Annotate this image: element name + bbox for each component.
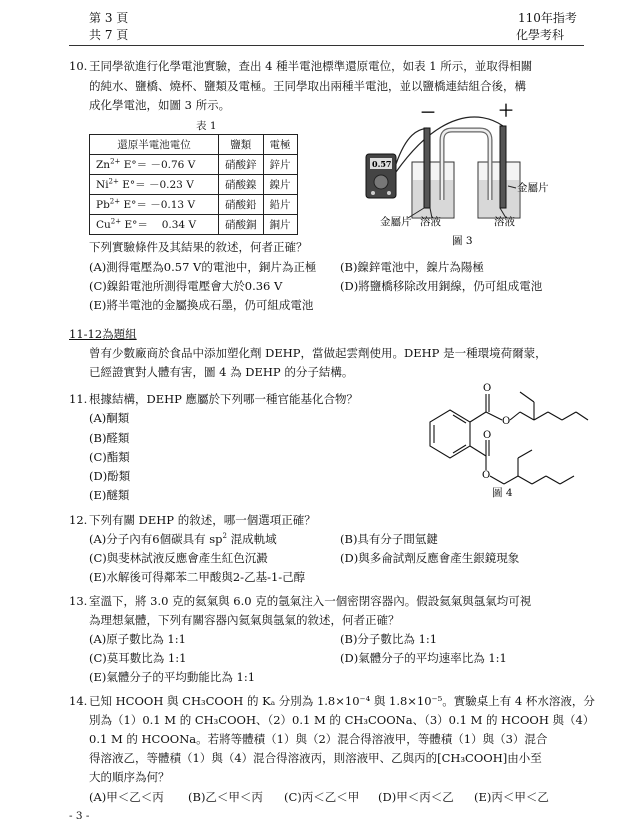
table-row — [90, 155, 298, 175]
page-footer-marker: - 3 - — [69, 810, 90, 822]
q10-option-e: (E)將半電池的金屬換成石墨，仍可組成電池 — [89, 298, 314, 312]
meter-reading: 0.57 — [372, 159, 392, 169]
header-rule — [69, 45, 584, 46]
q14-option-c: (C)丙＜乙＜甲 — [284, 790, 360, 804]
metal-label-right: 金屬片 — [517, 182, 549, 194]
q14-line-5: 大的順序為何？ — [89, 770, 170, 784]
potential-cell: $Cu^{2+}$ E°＝ 0.34 V — [90, 215, 219, 235]
q14-line-1: 已知 HCOOH 與 CH₃COOH 的 Kₐ 分別為 1.8×10⁻⁴ 與 1.8×10⁻⁵。實驗桌上有 4 杯水溶液，分 — [89, 694, 595, 708]
q13-option-d: (D)氣體分子的平均速率比為 1:1 — [340, 651, 507, 665]
left-beaker — [412, 128, 454, 218]
q12-option-b: (B)具有分子間氫鍵 — [340, 532, 438, 546]
wire-left — [396, 128, 427, 164]
left-electrode — [424, 128, 430, 208]
q12-option-e: (E)水解後可得鄰苯二甲酸與2-乙基-1-己醇 — [89, 570, 306, 584]
solution-label-left: 溶液 — [420, 216, 441, 228]
right-beaker — [478, 126, 520, 218]
q10-option-d: (D)將鹽橋移除改用銅線，仍可組成電池 — [340, 279, 543, 293]
electrode-cell: 銅片 — [263, 215, 297, 235]
potential-cell: $Ni^{2+}$ E°＝ －0.23 V — [90, 175, 219, 195]
total-pages: 共 7 頁 — [89, 28, 129, 42]
oxygen-atom-label: O — [502, 416, 511, 427]
oxygen-atom-label: O — [483, 383, 492, 394]
q12-option-c: (C)與斐林試液反應會產生紅色沉澱 — [89, 551, 268, 565]
q10-option-a: (A)測得電壓為0.57 V的電池中，銅片為正極 — [89, 260, 317, 274]
oxygen-atom-label: O — [483, 430, 492, 441]
q11-option-b: (B)醛類 — [89, 431, 130, 445]
solution-label-right: 溶液 — [494, 216, 515, 228]
q14-option-d: (D)甲＜丙＜乙 — [378, 790, 454, 804]
potential-cell: $Pb^{2+}$ E°＝ －0.13 V — [90, 195, 219, 215]
q14-line-4: 得溶液乙，等體積（1）與（4）混合得溶液丙，則溶液甲、乙與丙的[CH₃COOH]由小至 — [89, 751, 542, 765]
q14-option-e: (E)丙＜甲＜乙 — [474, 790, 549, 804]
salt-cell: 硝酸鎳 — [219, 175, 264, 195]
q13-option-e: (E)氣體分子的平均動能比為 1:1 — [89, 670, 256, 684]
q14-line-3: 0.1 M 的 HCOONa。若將等體積（1）與（2）混合得溶液甲，等體積（1）與（3）混合 — [89, 732, 548, 746]
positive-terminal-label: ＋ — [498, 101, 515, 120]
q13-option-b: (B)分子數比為 1:1 — [340, 632, 438, 646]
electrochemical-cell-figure — [360, 100, 590, 250]
q11-stem: 根據結構，DEHP 應屬於下列哪一種官能基化合物？ — [89, 392, 359, 406]
salt-cell: 硝酸鉛 — [219, 195, 264, 215]
exam-title: 110年指考 — [518, 11, 577, 25]
metal-label-left: 金屬片 — [380, 216, 412, 228]
q10-prompt: 下列實驗條件及其結果的敘述，何者正確？ — [89, 240, 308, 254]
electrode-cell: 鋅片 — [263, 155, 297, 175]
q11-option-c: (C)酯類 — [89, 450, 130, 464]
salt-cell: 硝酸鋅 — [219, 155, 264, 175]
table-caption: 表 1 — [196, 120, 217, 132]
electrode-cell: 鎳片 — [263, 175, 297, 195]
q14-option-b: (B)乙＜甲＜丙 — [188, 790, 263, 804]
q12-option-d: (D)與多侖試劑反應會產生銀鏡現象 — [340, 551, 520, 565]
q10-option-b: (B)鎳鋅電池中，鎳片為陽極 — [340, 260, 484, 274]
table-header: 鹽類 — [219, 135, 264, 155]
page-number: 第 3 頁 — [89, 11, 129, 25]
q10-stem-line-2: 的純水、鹽橋、燒杯、鹽類及電極。王同學取出兩種半電池，並以鹽橋連結組合後，構 — [89, 79, 526, 93]
figure3-caption: 圖 3 — [452, 235, 473, 247]
q13-option-a: (A)原子數比為 1:1 — [89, 632, 186, 646]
table-row — [90, 175, 298, 195]
q12-stem: 下列有關 DEHP 的敘述，哪一個選項正確？ — [89, 513, 316, 527]
q11-option-e: (E)醚類 — [89, 488, 130, 502]
q12-option-a: (A)分子內有6個碳具有 $sp^2$ 混成軌域 — [89, 532, 277, 546]
voltmeter-icon — [366, 154, 396, 198]
q11-option-d: (D)酚類 — [89, 469, 131, 483]
q14-line-2: 別為（1）0.1 M 的 CH₃COOH、（2）0.1 M 的 CH₃COONa、（3）0.1 M 的 HCOOH 與（4） — [89, 713, 595, 727]
figure4-caption: 圖 4 — [492, 487, 513, 499]
q14-option-a: (A)甲＜乙＜丙 — [89, 790, 164, 804]
q11-number: 11. — [69, 392, 88, 406]
q13-number: 13. — [69, 594, 88, 608]
q10-number: 10. — [69, 59, 88, 73]
q13-option-c: (C)莫耳數比為 1:1 — [89, 651, 187, 665]
q12-number: 12. — [69, 513, 88, 527]
q13-stem-line-2: 為理想氣體，下列有關容器內氦氣與氬氣的敘述，何者正確？ — [89, 613, 400, 627]
q11-option-a: (A)酮類 — [89, 411, 130, 425]
table-row — [90, 195, 298, 215]
group-intro-line-2: 已經證實對人體有害，圖 4 為 DEHP 的分子結構。 — [89, 365, 354, 379]
group-title: 11-12為題組 — [69, 327, 137, 341]
potential-cell: $Zn^{2+}$ E°＝ －0.76 V — [90, 155, 219, 175]
q10-stem-line-3: 成化學電池，如圖 3 所示。 — [89, 98, 231, 112]
table-header-row — [90, 135, 298, 155]
table-header: 電極 — [263, 135, 297, 155]
q14-number: 14. — [69, 694, 88, 708]
q13-stem-line-1: 室溫下，將 3.0 克的氦氣與 6.0 克的氬氣注入一個密閉容器內。假設氦氣與氬氣均可視 — [89, 594, 532, 608]
right-electrode — [500, 126, 506, 208]
negative-terminal-label: － — [420, 103, 437, 122]
salt-cell: 硝酸銅 — [219, 215, 264, 235]
reduction-potential-table — [89, 134, 298, 235]
table-header: 還原半電池電位 — [90, 135, 219, 155]
subject-title: 化學考科 — [516, 28, 565, 42]
table-row — [90, 215, 298, 235]
q10-stem-line-1: 王同學欲進行化學電池實驗，查出 4 種半電池標準還原電位，如表 1 所示，並取得相關 — [89, 59, 533, 73]
q10-option-c: (C)鎳鉛電池所測得電壓會大於0.36 V — [89, 279, 283, 293]
group-intro-line-1: 曾有少數廠商於食品中添加塑化劑 DEHP，當做起雲劑使用。DEHP 是一種環境荷爾蒙， — [89, 346, 547, 360]
oxygen-atom-label: O — [482, 470, 491, 481]
electrode-cell: 鉛片 — [263, 195, 297, 215]
